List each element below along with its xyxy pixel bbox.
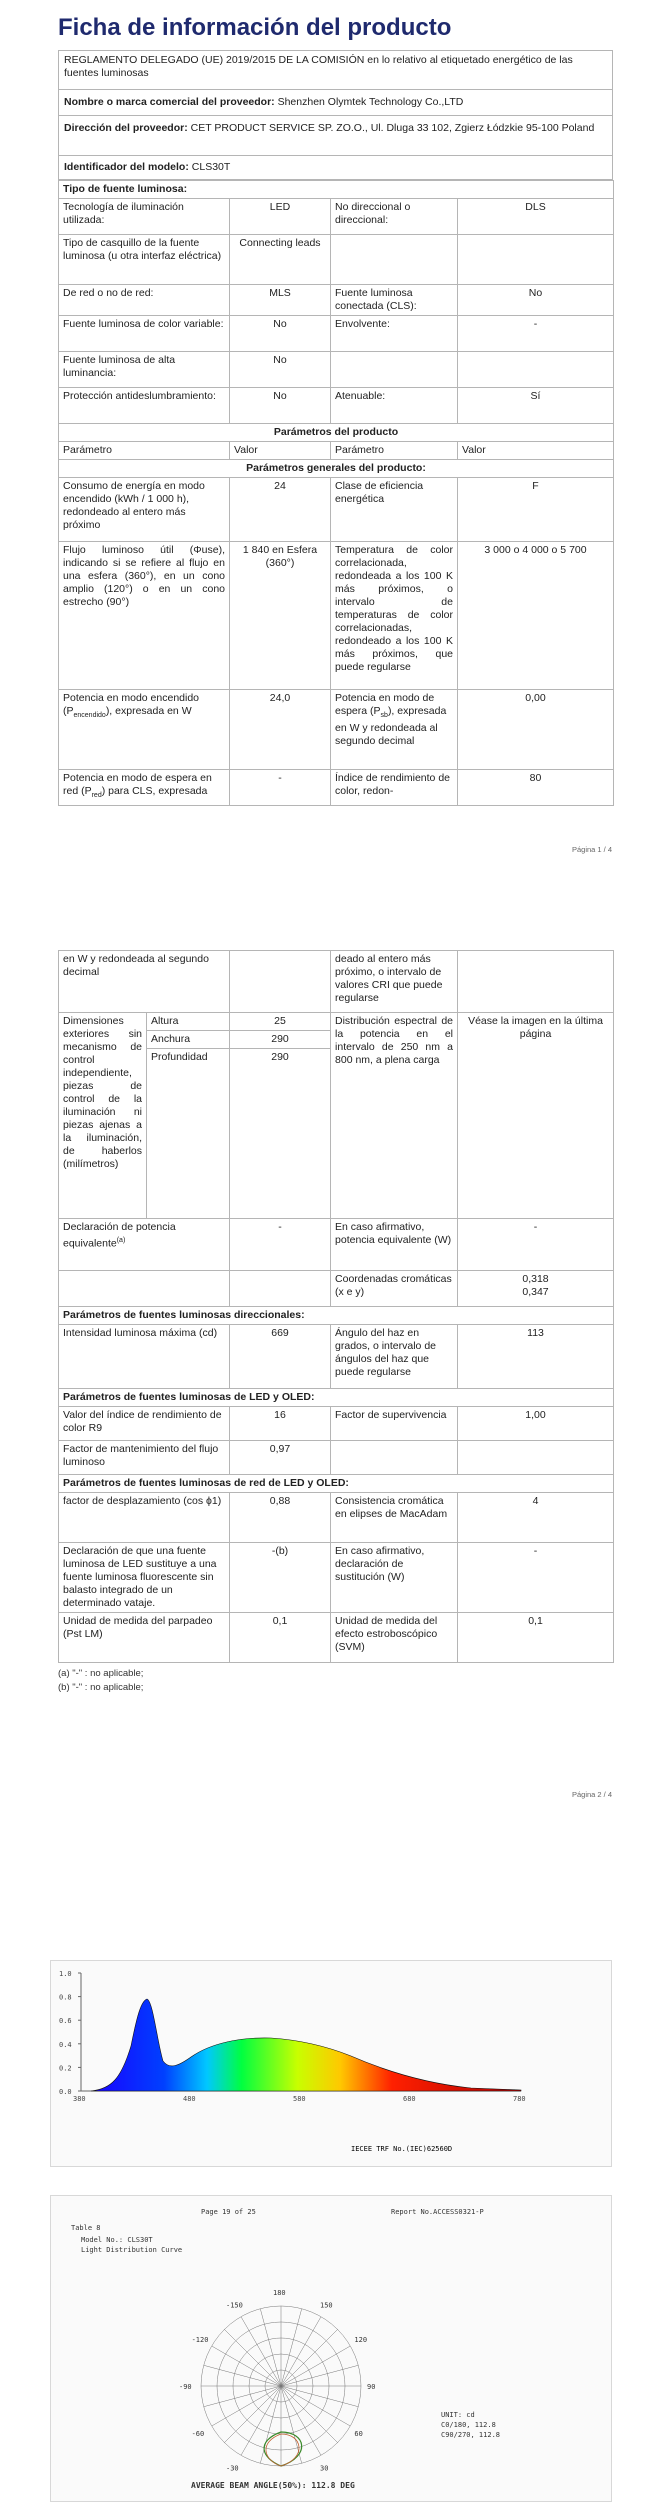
polar-spoke: [281, 2317, 321, 2386]
table-cell: F: [458, 478, 614, 542]
polar-angle-label: -120: [191, 2336, 209, 2344]
table-cell: [331, 1441, 458, 1475]
table-row: [59, 1271, 614, 1307]
table-row: [59, 1543, 614, 1613]
table-cell: En caso afirmativo, declaración de sustitución (W): [331, 1543, 458, 1613]
page-2: [0, 950, 652, 1840]
table-cell: [458, 235, 614, 285]
table-cell: Valor del índice de rendimiento de color R9: [59, 1407, 230, 1441]
y-tick-label: 0.4: [59, 2040, 72, 2049]
table-cell: Anchura: [147, 1031, 230, 1049]
polar-spoke: [281, 2386, 350, 2426]
polar-spoke: [212, 2346, 281, 2386]
table-cell: 113: [458, 1325, 614, 1389]
table-cell: [230, 951, 331, 1013]
polar-angle-label: -90: [179, 2383, 192, 2391]
table-cell: Coordenadas cromáticas (x e y): [331, 1271, 458, 1307]
table-cell: -: [458, 1543, 614, 1613]
supplier-name-value: Shenzhen Olymtek Technology Co.,LTD: [277, 96, 464, 108]
table-row: [59, 1013, 614, 1031]
led-net-heading: Parámetros de fuentes luminosas de red de LED y OLED:: [59, 1475, 614, 1493]
polar-model-caption: Model No.: CLS30T: [81, 2236, 153, 2244]
spectral-value: Véase la imagen en la última página: [458, 1013, 614, 1219]
table-cell: 0,1: [230, 1613, 331, 1663]
table-cell: Ángulo del haz en grados, o intervalo de ángulos del haz que puede regularse: [331, 1325, 458, 1389]
table-cell: -: [458, 1219, 614, 1271]
x-tick-label: 680: [403, 2095, 416, 2103]
table-cell: No: [230, 388, 331, 424]
table-cell: Factor de supervivencia: [331, 1407, 458, 1441]
polar-chart: [51, 2196, 609, 2501]
x-tick-label: 580: [293, 2095, 306, 2103]
polar-spoke: [281, 2386, 358, 2407]
footnote-a: (a) "-" : no aplicable;: [58, 1668, 144, 1679]
table-cell: Altura: [147, 1013, 230, 1031]
table-cell: Unidad de medida del parpadeo (Pst LM): [59, 1613, 230, 1663]
polar-spoke: [260, 2309, 281, 2386]
table-cell: [458, 352, 614, 388]
table-cell: [331, 235, 458, 285]
polar-angle-label: 60: [354, 2430, 363, 2438]
table-row: [59, 951, 614, 1013]
supplier-name-label: Nombre o marca comercial del proveedor:: [64, 96, 275, 108]
polar-grid: [201, 2306, 361, 2466]
page-footer: Página 1 / 4: [571, 845, 612, 854]
table-cell: Intensidad luminosa máxima (cd): [59, 1325, 230, 1389]
polar-spoke: [224, 2329, 281, 2386]
table-cell: De red o no de red:: [59, 285, 230, 316]
table-cell: Consumo de energía en modo encendido (kWh / 1 000 h), redondeado al entero más próximo: [59, 478, 230, 542]
polar-spoke: [241, 2317, 281, 2386]
table-cell: deado al entero más próximo, o intervalo de valores CRI que puede regularse: [331, 951, 458, 1013]
dims-label: Dimensiones exteriores sin mecanismo de control independiente, piezas de control de la iluminación ni piezas ajenas a la iluminación, de haberlos (milímetros): [59, 1013, 147, 1219]
polar-angle-label: 150: [320, 2301, 333, 2310]
y-tick-label: 0.8: [59, 1993, 72, 2002]
y-tick-label: 1.0: [59, 1970, 72, 1978]
polar-spoke: [281, 2365, 358, 2386]
table-cell: Envolvente:: [331, 316, 458, 352]
polar-table-caption: Table 8: [71, 2224, 101, 2232]
polar-angle-label: 30: [320, 2464, 329, 2473]
table-cell: [331, 352, 458, 388]
table-cell: -: [230, 770, 331, 806]
polar-angle-label: -60: [191, 2430, 205, 2438]
table-cell: [458, 1441, 614, 1475]
table-row: [59, 478, 614, 542]
table-cell: Clase de eficiencia energética: [331, 478, 458, 542]
table-cell: 4: [458, 1493, 614, 1543]
table-cell: Potencia en modo encendido $(P_{encendido})$, expresada en W: [59, 690, 230, 770]
table-cell: 0,00: [458, 690, 614, 770]
table-row: [59, 199, 614, 235]
table-cell: 24,0: [230, 690, 331, 770]
table-cell: [59, 1271, 230, 1307]
table-cell: 290: [230, 1049, 331, 1219]
table-cell: No direccional o direccional:: [331, 199, 458, 235]
regulation-text: REGLAMENTO DELEGADO (UE) 2019/2015 DE LA COMISIÓN en lo relativo al etiquetado energético de las fuentes luminosas: [58, 50, 613, 90]
table-cell: Profundidad: [147, 1049, 230, 1219]
polar-light-caption: Light Distribution Curve: [81, 2246, 183, 2254]
y-tick-label: 0.0: [59, 2088, 72, 2096]
table-row: [59, 352, 614, 388]
table-cell: Unidad de medida del efecto estroboscópico (SVM): [331, 1613, 458, 1663]
model-label: Identificador del modelo:: [64, 161, 189, 173]
table-cell: Tecnología de iluminación utilizada:: [59, 199, 230, 235]
table-row: [59, 1493, 614, 1543]
table-cell: LED: [230, 199, 331, 235]
x-tick-labels: [73, 2095, 526, 2103]
table-header-cell: Valor: [458, 442, 614, 460]
table-row: [59, 285, 614, 316]
table-header-cell: Valor: [230, 442, 331, 460]
table-cell: Factor de mantenimiento del flujo luminoso: [59, 1441, 230, 1475]
table-cell: No: [230, 352, 331, 388]
table-row: [59, 690, 614, 770]
page-footer: Página 2 / 4: [571, 1790, 612, 1799]
table-cell: 290: [230, 1031, 331, 1049]
polar-page-caption: Page 19 of 25: [201, 2208, 256, 2216]
polar-spoke: [260, 2386, 281, 2463]
table-row: [59, 1219, 614, 1271]
polar-spoke: [281, 2309, 302, 2386]
table-cell: Connecting leads: [230, 235, 331, 285]
footnote-b: (b) "-" : no aplicable;: [58, 1682, 144, 1693]
page2-table-wrap: [58, 950, 613, 1695]
polar-spoke: [204, 2365, 281, 2386]
table-cell: Temperatura de color correlacionada, redondeada a los 100 K más próximos, o intervalo de temperaturas de color correlacionadas, redondeado a los 100 K más próximos, que puede regularse: [331, 542, 458, 690]
polar-angle-label: -150: [226, 2301, 243, 2310]
page-3: [0, 1960, 652, 2510]
table-header-cell: Parámetro: [59, 442, 230, 460]
table-header-cell: Parámetro: [331, 442, 458, 460]
spectrum-image: [50, 1960, 612, 2167]
polar-spoke: [281, 2346, 350, 2386]
y-tick-labels: [59, 1970, 81, 2096]
polar-spoke: [204, 2386, 281, 2407]
page-1: [0, 0, 652, 880]
table-cell: 24: [230, 478, 331, 542]
table-cell: Potencia en modo de espera en red $(P_{red})$ para CLS, expresada: [59, 770, 230, 806]
spectrum-chart: [51, 1961, 609, 2166]
table-cell: 16: [230, 1407, 331, 1441]
model-row: [58, 156, 613, 180]
table-cell: 0,318 0,347: [458, 1271, 614, 1307]
general-params-heading: Parámetros generales del producto:: [59, 460, 614, 478]
polar-legend-c90: C90/270, 112.8: [441, 2431, 501, 2439]
directional-heading: Parámetros de fuentes luminosas direccionales:: [59, 1307, 614, 1325]
table-row: [59, 316, 614, 352]
table-cell: 0,88: [230, 1493, 331, 1543]
polar-angle-label: 180: [273, 2289, 286, 2297]
polar-bottom-caption: AVERAGE BEAM ANGLE(50%): 112.8 DEG: [191, 2481, 355, 2490]
table-cell: 3 000 o 4 000 o 5 700: [458, 542, 614, 690]
source-type-heading: Tipo de fuente luminosa:: [59, 181, 614, 199]
polar-angle-label: 90: [367, 2383, 376, 2391]
polar-spoke: [241, 2386, 281, 2455]
table-cell: -(b): [230, 1543, 331, 1613]
document-title: Ficha de información del producto: [58, 14, 452, 41]
supplier-address-label: Dirección del proveedor:: [64, 122, 188, 134]
table-row: [59, 388, 614, 424]
polar-spoke: [281, 2386, 338, 2443]
polar-legend-c0: C0/180, 112.8: [441, 2421, 496, 2429]
polar-spoke: [281, 2329, 338, 2386]
spectrum-curve: [91, 1999, 521, 2091]
spectrum-caption: IECEE TRF No.(IEC)62560D: [351, 2145, 453, 2153]
table-cell: 1,00: [458, 1407, 614, 1441]
table-row: [59, 1441, 614, 1475]
table-cell: -: [458, 316, 614, 352]
table-row: [59, 1325, 614, 1389]
table-cell: factor de desplazamiento (cos ϕ1): [59, 1493, 230, 1543]
model-value: CLS30T: [191, 161, 231, 173]
table-cell: Fuente luminosa de alta luminancia:: [59, 352, 230, 388]
table-cell: en W y redondeada al segundo decimal: [59, 951, 230, 1013]
table-cell: Índice de rendimiento de color, redon-: [331, 770, 458, 806]
table-cell: Fuente luminosa de color variable:: [59, 316, 230, 352]
polar-legend-unit: UNIT: cd: [441, 2411, 475, 2419]
table-cell: Atenuable:: [331, 388, 458, 424]
table-cell: No: [230, 316, 331, 352]
table-row: [59, 1613, 614, 1663]
y-tick-label: 0.2: [59, 2064, 72, 2073]
x-tick-label: 380: [73, 2095, 86, 2103]
supplier-name-row: [58, 90, 613, 116]
table-cell: [458, 951, 614, 1013]
polar-angle-label: -30: [226, 2464, 239, 2473]
table-cell: Declaración de que una fuente luminosa de LED sustituye a una fuente luminosa fluorescente sin balasto integrado de un determinado vataje.: [59, 1543, 230, 1613]
table-cell: Protección antideslumbramiento:: [59, 388, 230, 424]
table-cell: 0,97: [230, 1441, 331, 1475]
table-cell: DLS: [458, 199, 614, 235]
source-type-table-wrap: [58, 180, 613, 806]
table-cell: Tipo de casquillo de la fuente luminosa (u otra interfaz eléctrica): [59, 235, 230, 285]
x-tick-label: 780: [513, 2095, 526, 2103]
led-heading: Parámetros de fuentes luminosas de LED y OLED:: [59, 1389, 614, 1407]
polar-angle-label: 120: [354, 2336, 368, 2344]
table-row: [59, 235, 614, 285]
table-cell: [230, 1271, 331, 1307]
table-row: [59, 770, 614, 806]
table-row: [59, 1407, 614, 1441]
table-cell: En caso afirmativo, potencia equivalente (W): [331, 1219, 458, 1271]
table-cell: No: [458, 285, 614, 316]
table-cell: Flujo luminoso útil (Φuse), indicando si se refiere al flujo en una esfera (360°), en un cono amplio (120°) o en un cono estrecho (90°): [59, 542, 230, 690]
table-cell: Declaración de potencia equivalente$^{(a)}$: [59, 1219, 230, 1271]
table-cell: Sí: [458, 388, 614, 424]
polar-spoke: [224, 2386, 281, 2443]
table-cell: -: [230, 1219, 331, 1271]
supplier-address-row: [58, 116, 613, 156]
supplier-address-value: CET PRODUCT SERVICE SP. ZO.O., Ul. Dluga 33 102, Zgierz Łódzkie 95-100 Poland: [190, 122, 595, 134]
spectral-label: Distribución espectral de la potencia en el intervalo de 250 nm a 800 nm, a plena carga: [331, 1013, 458, 1219]
table-cell: 669: [230, 1325, 331, 1389]
table-cell: Consistencia cromática en elipses de MacAdam: [331, 1493, 458, 1543]
table-cell: 1 840 en Esfera (360°): [230, 542, 331, 690]
table-cell: Fuente luminosa conectada (CLS):: [331, 285, 458, 316]
product-params-heading: Parámetros del producto: [59, 424, 614, 442]
supplier-block: [58, 50, 613, 180]
table-cell: 80: [458, 770, 614, 806]
table-cell: 25: [230, 1013, 331, 1031]
table-cell: Potencia en modo de espera $(P_{sb})$, expresada en W y redondeada al segundo decimal: [331, 690, 458, 770]
source-type-table: [58, 180, 614, 806]
polar-angle-labels: [179, 2289, 375, 2472]
table-cell: MLS: [230, 285, 331, 316]
table-cell: 0,1: [458, 1613, 614, 1663]
table-row: [59, 542, 614, 690]
polar-spoke: [212, 2386, 281, 2426]
page2-table: [58, 950, 614, 1663]
x-tick-label: 480: [183, 2095, 196, 2103]
y-tick-label: 0.6: [59, 2017, 72, 2026]
polar-report-caption: Report No.ACCESS0321-P: [391, 2208, 484, 2216]
param-header-row: [59, 442, 614, 460]
polar-image: [50, 2195, 612, 2502]
